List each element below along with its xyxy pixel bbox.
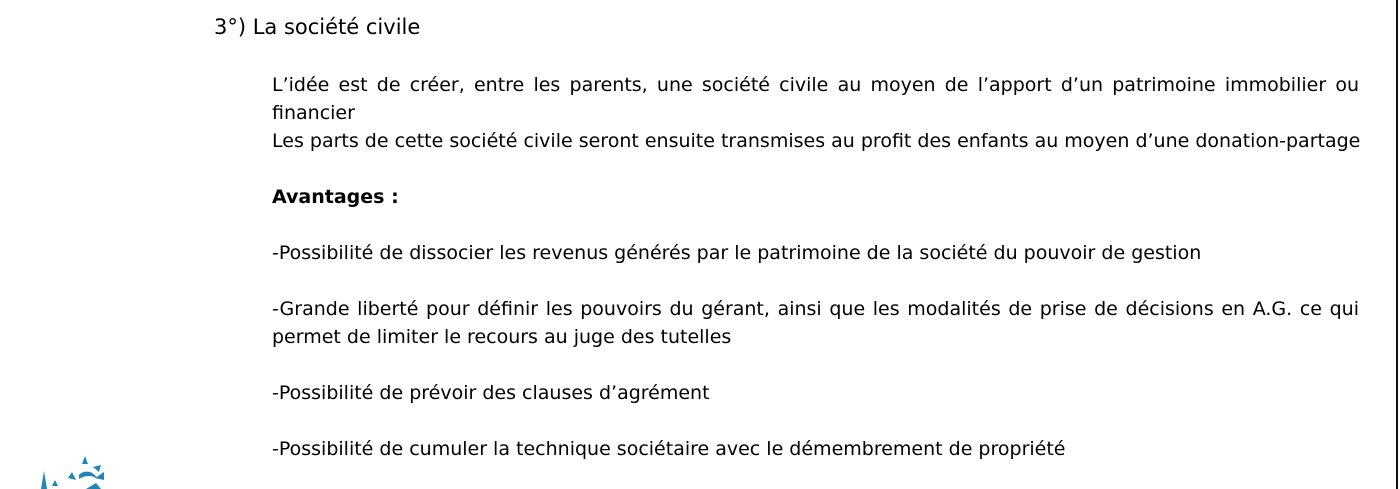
partial-logo-icon bbox=[34, 452, 114, 489]
advantage-item: -Possibilité de prévoir des clauses d’agrément bbox=[272, 382, 710, 404]
spacer bbox=[272, 211, 1359, 239]
page-border bbox=[1396, 0, 1398, 489]
section-content bbox=[272, 71, 1359, 463]
advantage-item: -Possibilité de cumuler la technique sociétaire avec le démembrement de propriété bbox=[272, 438, 1066, 460]
spacer bbox=[272, 351, 1359, 379]
advantages-title: Avantages : bbox=[272, 186, 399, 208]
advantage-item: -Grande liberté pour définir les pouvoirs du gérant, ainsi que les modalités de prise de décisions en A.G. ce qui permet de limiter le recours au juge des tutelles bbox=[272, 298, 1359, 348]
advantage-item: -Possibilité de dissocier les revenus générés par le patrimoine de la société du pouvoir de gestion bbox=[272, 242, 1202, 264]
intro-paragraph-2: Les parts de cette société civile seront ensuite transmises au profit des enfants au moyen d’une donation-partage bbox=[272, 130, 1361, 152]
intro-paragraph-1: L’idée est de créer, entre les parents, une société civile au moyen de l’apport d’un patrimoine immobilier ou financier bbox=[272, 74, 1359, 124]
spacer bbox=[272, 267, 1359, 295]
section-heading: 3°) La société civile bbox=[214, 15, 421, 39]
spacer bbox=[272, 155, 1359, 183]
spacer bbox=[272, 407, 1359, 435]
